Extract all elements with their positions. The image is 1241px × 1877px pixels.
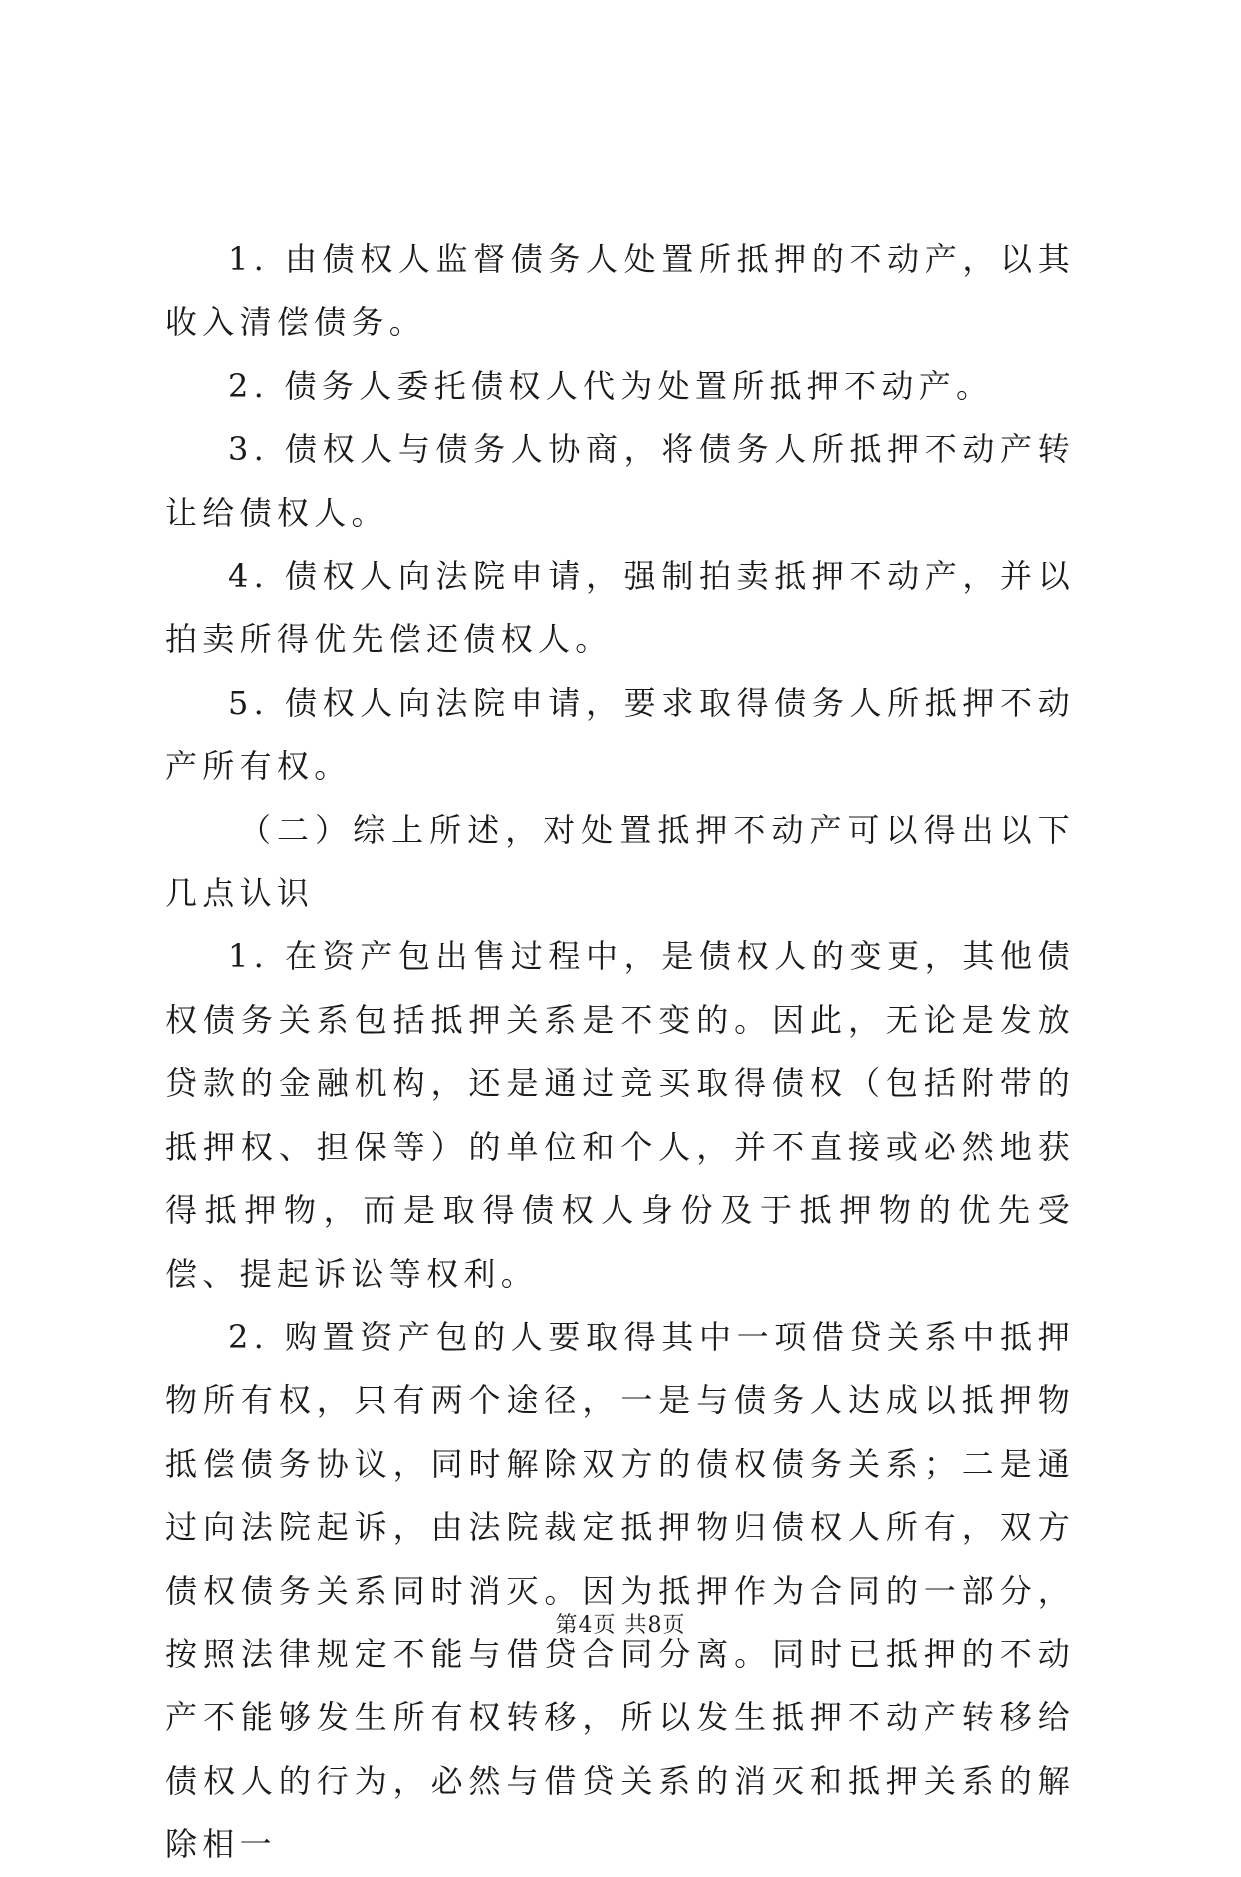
paragraph-item-3: 3. 债权人与债务人协商，将债务人所抵押不动产转让给债权人。 [165, 430, 1075, 532]
paragraph-item-1: 1. 由债权人监督债务人处置所抵押的不动产，以其收入清偿债务。 [165, 240, 1075, 342]
paragraph-item-5: 5. 债权人向法院申请，要求取得债务人所抵押不动产所有权。 [165, 683, 1075, 786]
paragraph-point-1: 1. 在资产包出售过程中，是债权人的变更，其他债权债务关系包括抵押关系是不变的。因此，无论是发放贷款的金融机构，还是通过竞买取得债权（包括附带的抵押权、担保等）的单位和个人，并不直接或必然地获得抵押物，而是取得债权人身份及于抵押物的优先受偿、提起诉讼等权利。 [165, 937, 1075, 1293]
section-heading: （二）综上所述，对处置抵押不动产可以得出以下几点认识 [165, 810, 1075, 913]
page-number-footer: 第4页 共8页 [555, 1613, 686, 1638]
paragraph-item-4: 4. 债权人向法院申请，强制拍卖抵押不动产，并以拍卖所得优先偿还债权人。 [165, 557, 1075, 659]
paragraph-item-2: 2. 债务人委托债权人代为处置所抵押不动产。 [228, 366, 994, 405]
paragraph-point-2: 2. 购置资产包的人要取得其中一项借贷关系中抵押物所有权，只有两个途径，一是与债务人达成以抵押物抵偿债务协议，同时解除双方的债权债务关系；二是通过向法院起诉，由法院裁定抵押物归债权人所有，双方债权债务关系同时消灭。因为抵押作为合同的一部分，按照法律规定不能与借贷合同分离。同时已抵押的不动产不能够发生所有权转移，所以发生抵押不动产转移给债权人的行为，必然与借贷关系的消灭和抵押关系的解除相一 [165, 1317, 1075, 1864]
